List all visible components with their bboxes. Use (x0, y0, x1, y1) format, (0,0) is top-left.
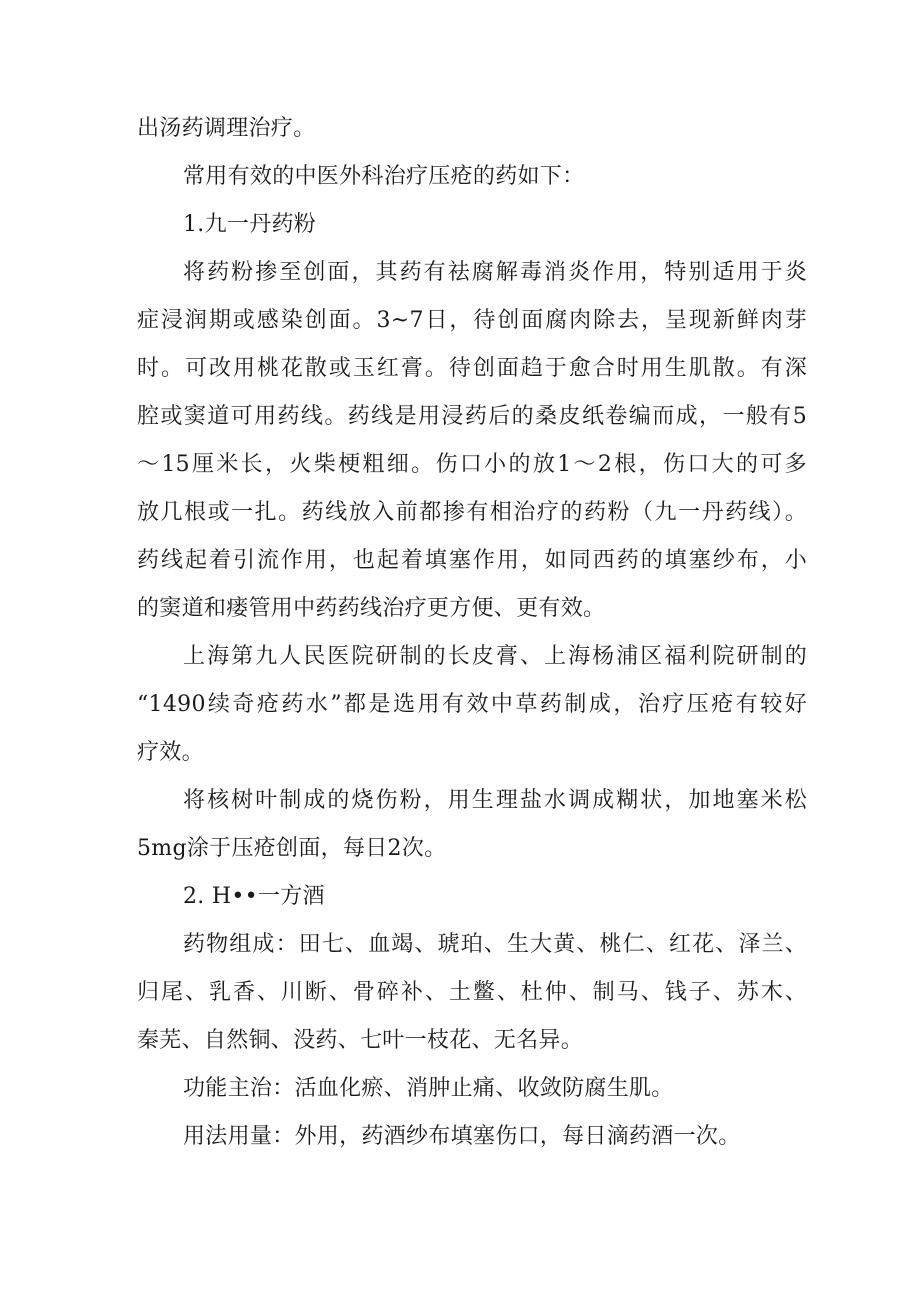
text-line-16: 5mg涂于压疮创面，每日2次。 (137, 836, 447, 861)
text-line-11: 的窦道和瘘管用中药药线治疗更方便、更有效。 (137, 596, 606, 621)
text-line-21: 功能主治：活血化瘀、消肿止痛、收敛防腐生肌。 (183, 1076, 674, 1101)
text-line-13: “1490续奇疮药水”都是选用有效中草药制成，治疗压疮有较好 (137, 692, 807, 717)
text-line-17: 2. H••一方酒 (183, 884, 325, 909)
text-line-7: 腔或窦道可用药线。药线是用浸药后的桑皮纸卷编而成，一般有5 (137, 404, 807, 429)
text-line-2: 常用有效的中医外科治疗压疮的药如下： (183, 164, 585, 189)
text-line-8: ～15厘米长，火柴梗粗细。伤口小的放1～2根，伤口大的可多 (137, 452, 807, 477)
text-line-18: 药物组成：田七、血竭、琥珀、生大黄、桃仁、红花、泽兰、 (183, 932, 807, 957)
text-line-9: 放几根或一扎。药线放入前都掺有相治疗的药粉（九一丹药线）。 (137, 500, 807, 525)
text-line-20: 秦芜、自然铜、没药、七叶一枝花、无名异。 (137, 1028, 584, 1053)
text-line-3: 1.九一丹药粉 (183, 212, 317, 237)
text-line-6: 时。可改用桃花散或玉红膏。待创面趋于愈合时用生肌散。有深 (137, 356, 807, 381)
text-line-1: 出汤药调理治疗。 (137, 116, 316, 141)
text-line-10: 药线起着引流作用，也起着填塞作用，如同西药的填塞纱布，小 (137, 548, 807, 573)
text-line-14: 疗效。 (137, 740, 204, 765)
text-line-22: 用法用量：外用，药酒纱布填塞伤口，每日滴药酒一次。 (183, 1124, 741, 1149)
text-line-12: 上海第九人民医院研制的长皮膏、上海杨浦区福利院研制的 (183, 644, 807, 669)
text-line-19: 归尾、乳香、川断、骨碎补、土鳖、杜仲、制马、钱子、苏木、 (137, 980, 807, 1005)
text-line-4: 将药粉掺至创面，其药有祛腐解毒消炎作用，特别适用于炎 (183, 260, 807, 285)
document-body (137, 105, 807, 1161)
text-line-15: 将核树叶制成的烧伤粉，用生理盐水调成糊状，加地塞米松 (183, 788, 807, 813)
text-line-5: 症浸润期或感染创面。3~7日，待创面腐肉除去，呈现新鲜肉芽 (137, 308, 807, 333)
